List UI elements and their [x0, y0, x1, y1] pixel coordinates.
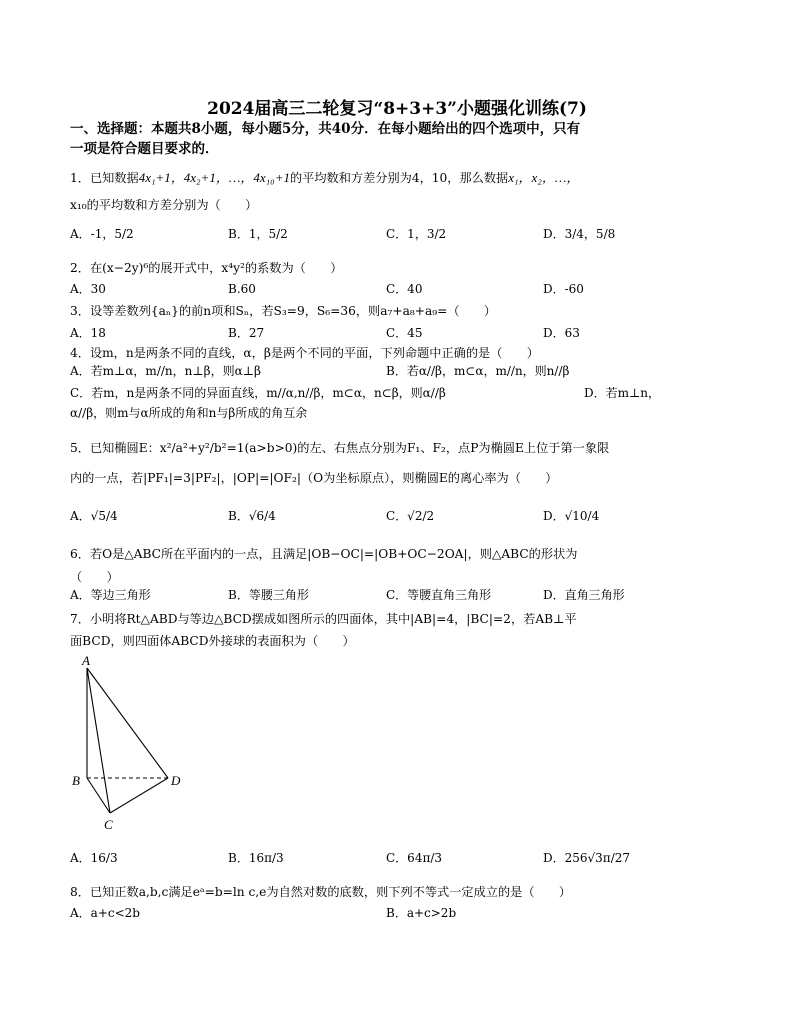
q1-data-seq: 4x₁+1，4x₂+1，…，4x₁₀+1 [138, 170, 290, 185]
q8-option-b[interactable]: B．a+c>2b [386, 906, 457, 920]
q7-text-line2: 面BCD，则四面体ABCD外接球的表面积为（ ） [70, 634, 355, 648]
q4-option-d[interactable]: D．若m⊥n， [584, 386, 661, 400]
edge-cd [110, 778, 168, 813]
q5-text-line2: 内的一点，若|PF₁|=3|PF₂|，|OP|=|OF₂|（O为坐标原点），则椭圆E的离心率为（ ） [70, 471, 558, 485]
section-heading-line1: 一、选择题：本题共8小题，每小题5分，共40分．在每小题给出的四个选项中，只有 [70, 121, 581, 137]
q3-option-d[interactable]: D．63 [543, 326, 580, 340]
section-heading-line2: 一项是符合题目要求的． [70, 141, 219, 157]
q3-text: 3．设等差数列{aₙ}的前n项和Sₙ，若S₃=9，S₆=36，则a₇+a₈+a₉=（ ） [70, 304, 497, 318]
q3-option-c[interactable]: C．45 [386, 326, 423, 340]
page-title: 2024届高三二轮复习“8+3+3”小题强化训练(7) [207, 99, 587, 119]
q8-option-a[interactable]: A．a+c<2b [70, 906, 140, 920]
q6-text: 6．若O是△ABC所在平面内的一点，且满足|OB−OC|=|OB+OC−2OA|，则△ABC的形状为 [70, 547, 578, 561]
q1-vars-seq: x₁，x₂，…， [508, 170, 580, 185]
q7-text: 7．小明将Rt△ABD与等边△BCD摆成如图所示的四面体，其中|AB|=4，|BC|=2，若AB⊥平 [70, 612, 577, 626]
q6-paren: （ ） [70, 570, 119, 584]
q7-option-b[interactable]: B．16π/3 [228, 851, 284, 865]
tetrahedron-figure [70, 654, 190, 834]
q4-option-c[interactable]: C．若m，n是两条不同的异面直线，m//α,n//β，m⊂α，n⊂β，则α//β [70, 386, 446, 400]
q7-option-d[interactable]: D．256√3π/27 [543, 851, 631, 865]
q6-option-d[interactable]: D．直角三角形 [543, 588, 625, 602]
q3-option-b[interactable]: B．27 [228, 326, 265, 340]
q4-text: 4．设m，n是两条不同的直线，α，β是两个不同的平面，下列命题中正确的是（ ） [70, 346, 539, 360]
q5-option-a[interactable]: A．√5/4 [70, 509, 118, 523]
vertex-label-d: D [171, 773, 181, 788]
q1-text: 1．已知数据4x₁+1，4x₂+1，…，4x₁₀+1的平均数和方差分别为4，10，那么数据x₁，x₂，…， [70, 170, 580, 185]
q4-option-b[interactable]: B．若α//β，m⊂α，m//n，则n//β [386, 364, 570, 378]
q1-text-line2: x₁₀的平均数和方差分别为（ ） [70, 198, 258, 212]
q1-option-c[interactable]: C．1，3/2 [386, 227, 447, 241]
q5-option-b[interactable]: B．√6/4 [228, 509, 276, 523]
q5-text: 5．已知椭圆E：x²/a²+y²/b²=1(a>b>0)的左、右焦点分别为F₁、F₂，点P为椭圆E上位于第一象限 [70, 441, 610, 455]
q6-option-c[interactable]: C．等腰直角三角形 [386, 588, 492, 602]
q4-option-a[interactable]: A．若m⊥α，m//n，n⊥β，则α⊥β [70, 364, 261, 378]
vertex-label-c: C [104, 817, 113, 832]
q2-option-a[interactable]: A．30 [70, 282, 106, 296]
edge-bc [87, 778, 110, 813]
q3-option-a[interactable]: A．18 [70, 326, 106, 340]
q4-option-d-cont: α//β，则m与α所成的角和n与β所成的角互余 [70, 406, 308, 420]
vertex-label-b: B [72, 773, 80, 788]
q2-option-d[interactable]: D．-60 [543, 282, 584, 296]
q2-text: 2．在(x−2y)⁶的展开式中，x⁴y²的系数为（ ） [70, 261, 343, 275]
q6-option-a[interactable]: A．等边三角形 [70, 588, 151, 602]
q8-text: 8．已知正数a,b,c满足eᵃ=b=ln c,e为自然对数的底数，则下列不等式一定成立的是（ ） [70, 885, 572, 899]
q7-option-c[interactable]: C．64π/3 [386, 851, 443, 865]
q2-option-c[interactable]: C．40 [386, 282, 423, 296]
q5-option-d[interactable]: D．√10/4 [543, 509, 600, 523]
q2-option-b[interactable]: B.60 [228, 282, 256, 296]
q1-option-d[interactable]: D．3/4，5/8 [543, 227, 616, 241]
q6-option-b[interactable]: B．等腰三角形 [228, 588, 309, 602]
q1-option-a[interactable]: A．-1，5/2 [70, 227, 134, 241]
edge-ac [87, 668, 110, 813]
vertex-label-a: A [82, 654, 90, 668]
q5-option-c[interactable]: C．√2/2 [386, 509, 435, 523]
q1-option-b[interactable]: B．1，5/2 [228, 227, 288, 241]
q7-option-a[interactable]: A．16/3 [70, 851, 118, 865]
edge-ad [87, 668, 168, 778]
